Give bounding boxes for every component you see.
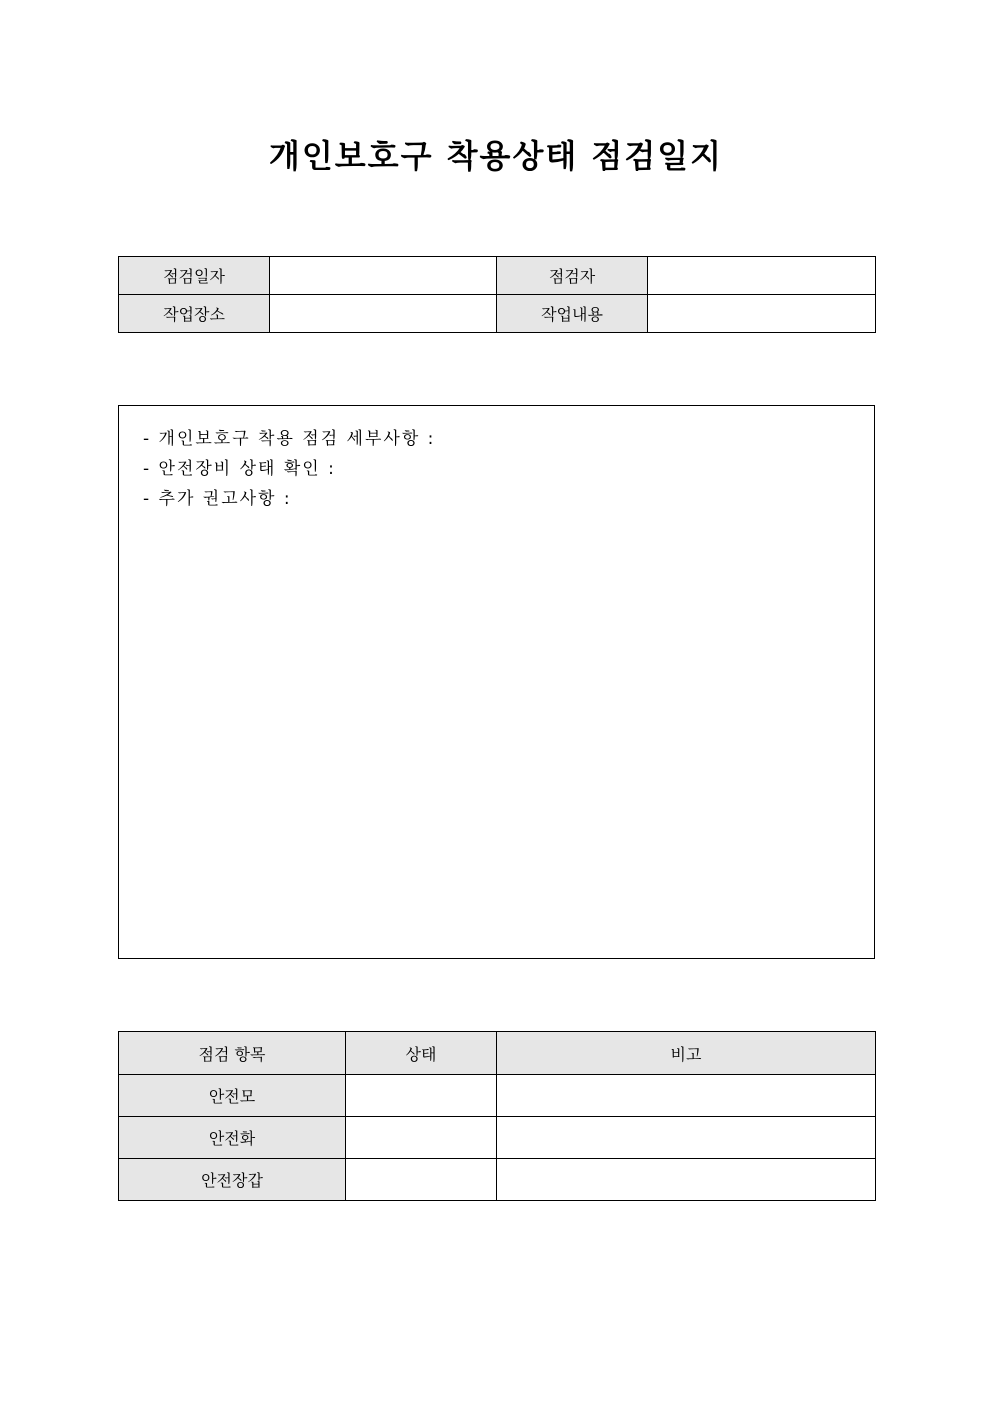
- table-row: [119, 1075, 876, 1117]
- column-header-status: 상태: [346, 1032, 497, 1075]
- row-label-safety-shoes: 안전화: [119, 1117, 346, 1159]
- inspector-field[interactable]: [648, 257, 876, 295]
- checklist-header-row: [119, 1032, 876, 1075]
- notes-line-equipment: - 안전장비 상태 확인 :: [143, 459, 336, 479]
- notes-box[interactable]: [118, 405, 875, 959]
- info-row-date: [119, 257, 876, 295]
- status-cell[interactable]: [346, 1075, 497, 1117]
- remark-cell[interactable]: [497, 1117, 876, 1159]
- remark-cell[interactable]: [497, 1075, 876, 1117]
- checklist-table: [118, 1031, 876, 1201]
- page-title: 개인보호구 착용상태 점검일지: [268, 137, 724, 175]
- status-cell[interactable]: [346, 1159, 497, 1201]
- column-header-remark: 비고: [497, 1032, 876, 1075]
- work-place-field[interactable]: [270, 295, 497, 333]
- notes-line-details: - 개인보호구 착용 점검 세부사항 :: [143, 429, 436, 449]
- remark-cell[interactable]: [497, 1159, 876, 1201]
- status-cell[interactable]: [346, 1117, 497, 1159]
- work-content-label: 작업내용: [497, 295, 648, 333]
- inspection-date-label: 점검일자: [119, 257, 270, 295]
- inspector-label: 점검자: [497, 257, 648, 295]
- work-content-field[interactable]: [648, 295, 876, 333]
- row-label-helmet: 안전모: [119, 1075, 346, 1117]
- table-row: [119, 1117, 876, 1159]
- table-row: [119, 1159, 876, 1201]
- inspection-info-table: [118, 256, 876, 333]
- info-row-place: [119, 295, 876, 333]
- column-header-item: 점검 항목: [119, 1032, 346, 1075]
- inspection-date-field[interactable]: [270, 257, 497, 295]
- notes-lines: [143, 424, 435, 514]
- row-label-safety-gloves: 안전장갑: [119, 1159, 346, 1201]
- work-place-label: 작업장소: [119, 295, 270, 333]
- notes-line-recommendations: - 추가 권고사항 :: [143, 489, 292, 509]
